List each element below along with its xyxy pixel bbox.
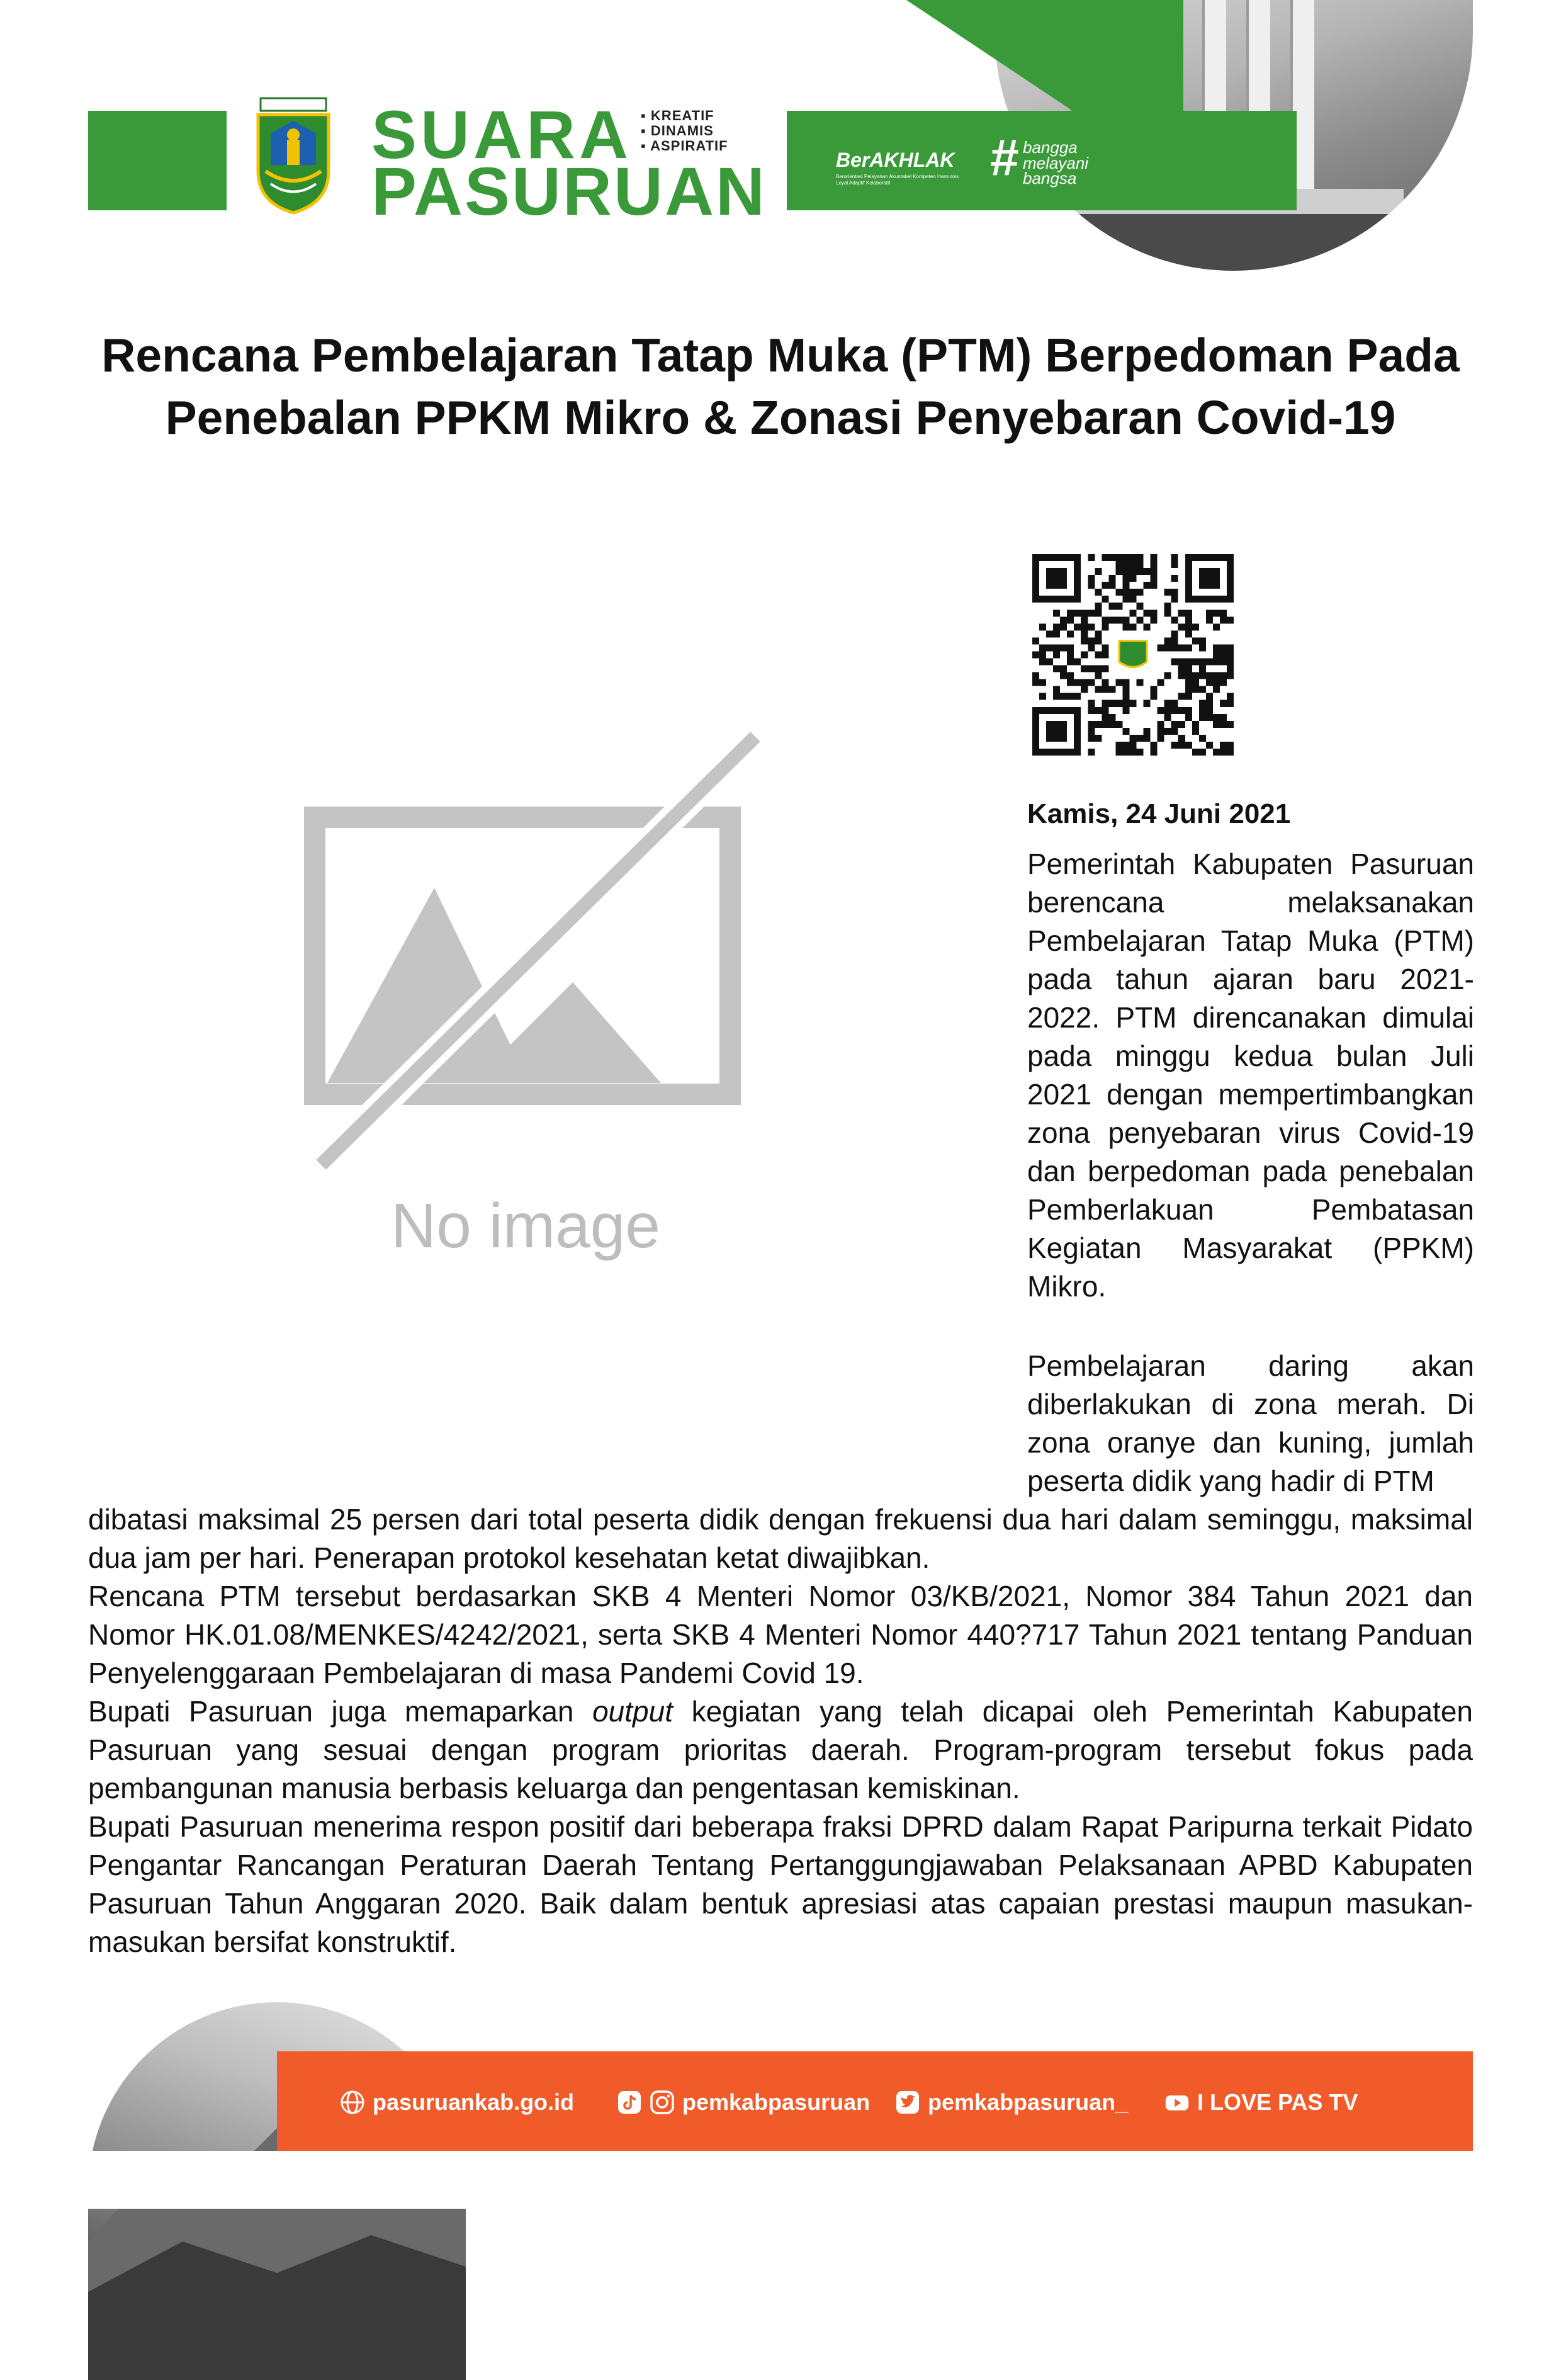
brand-title-line2: PASURUAN	[371, 153, 767, 229]
no-image-placeholder-icon	[258, 724, 793, 1266]
hashtag-line-1: bangga	[1023, 138, 1078, 157]
hashtag-line-2: melayani	[1023, 153, 1089, 173]
hashtag-icon: #	[989, 129, 1018, 186]
article-paragraph-1: Pemerintah Kabupaten Pasuruan berencana melaksanakan Pembelajaran Tatap Muka (PTM) pada tahun ajaran baru 2021-2022. PTM direncanakan dimulai pada minggu kedua bulan Juli 2021 dengan mempertimbangkan zona penyebaran virus Covid-19 dan berpedoman pada penebalan Pemberlakuan Pembatasan Kegiatan Masyarakat (PPKM) Mikro.	[1027, 847, 1474, 1303]
tiktok-icon	[617, 2090, 642, 2115]
globe-icon	[340, 2090, 365, 2115]
footer-website-link[interactable]	[340, 2089, 574, 2116]
footer-website-label: pasuruankab.go.id	[373, 2089, 575, 2115]
footer-instagram-tiktok-link[interactable]	[617, 2089, 870, 2116]
tagline-kreatif: ▪ KREATIF	[641, 108, 728, 123]
footer-twitter-link[interactable]	[895, 2089, 1128, 2116]
footer-youtube-link[interactable]	[1164, 2089, 1358, 2116]
article-paragraph-4	[88, 1692, 1473, 1808]
berakhlak-logo: BerAKHLAK	[836, 149, 955, 171]
qr-code-icon	[1032, 554, 1234, 756]
instagram-icon	[650, 2090, 675, 2115]
kabupaten-pasuruan-emblem-icon	[252, 96, 335, 215]
footer-instagram-label: pemkabpasuruan	[682, 2089, 871, 2115]
header-left-green-bar	[88, 111, 227, 210]
tagline-dinamis: ▪ DINAMIS	[641, 123, 728, 139]
twitter-icon	[895, 2090, 920, 2115]
footer-twitter-label: pemkabpasuruan_	[928, 2089, 1129, 2115]
footer-bottom-strip	[88, 2151, 1473, 2209]
youtube-icon	[1164, 2090, 1190, 2115]
brand-title-line1: SUARA	[371, 96, 633, 173]
article-title: Rencana Pembelajaran Tatap Muka (PTM) Berpedoman Pada Penebalan PPKM Mikro & Zonasi Penyebaran Covid-19	[101, 329, 1460, 444]
paragraph-4-text-a: Bupati Pasuruan juga memaparkan	[88, 1695, 593, 1728]
tagline-aspiratif: ▪ ASPIRATIF	[641, 139, 728, 154]
berakhlak-subtitle: Berorientasi Pelayanan Akuntabel Kompeten Harmonis Loyal Adaptif Kolaboratif	[836, 174, 959, 186]
paragraph-4-text-b: kegiatan yang telah dicapai oleh Pemerintah Kabupaten Pasuruan yang sesuai dengan program prioritas daerah. Program-program tersebut fokus pada pembangunan manusia berbasis keluarga dan pengentasan kemiskinan.	[88, 1695, 1473, 1805]
article-paragraph-5: Bupati Pasuruan menerima respon positif dari beberapa fraksi DPRD dalam Rapat Paripurna terkait Pidato Pengantar Rancangan Peraturan Daerah Tentang Pertanggungjawaban Pelaksanaan APBD Kabupaten Pasuruan Tahun Anggaran 2020. Baik dalam bentuk apresiasi atas capaian prestasi maupun masukan-masukan bersifat konstruktif.	[88, 1810, 1473, 1958]
paragraph-4-emphasis: output	[592, 1695, 673, 1728]
article-paragraph-2-start: Pembelajaran daring akan diberlakukan di zona merah. Di zona oranye dan kuning, jumlah peserta didik yang hadir di PTM	[1027, 1349, 1474, 1497]
article-paragraph-3: Rencana PTM tersebut berdasarkan SKB 4 Menteri Nomor 03/KB/2021, Nomor 384 Tahun 2021 dan Nomor HK.01.08/MENKES/4242/2021, serta SKB 4 Menteri Nomor 440?717 Tahun 2021 tentang Panduan Penyelenggaraan Pembelajaran di masa Pandemi Covid 19.	[88, 1580, 1473, 1689]
brand-taglines	[641, 108, 728, 154]
article-date: Kamis, 24 Juni 2021	[1027, 798, 1291, 829]
hashtag-line-3: bangsa	[1023, 169, 1077, 188]
footer-youtube-label: I LOVE PAS TV	[1197, 2089, 1358, 2115]
no-image-label: No image	[391, 1191, 660, 1261]
bangga-melayani-bangsa-logo	[1023, 140, 1088, 186]
article-paragraph-2-end: dibatasi maksimal 25 persen dari total peserta didik dengan frekuensi dua hari dalam seminggu, maksimal dua jam per hari. Penerapan protokol kesehatan ketat diwajibkan.	[88, 1503, 1473, 1574]
